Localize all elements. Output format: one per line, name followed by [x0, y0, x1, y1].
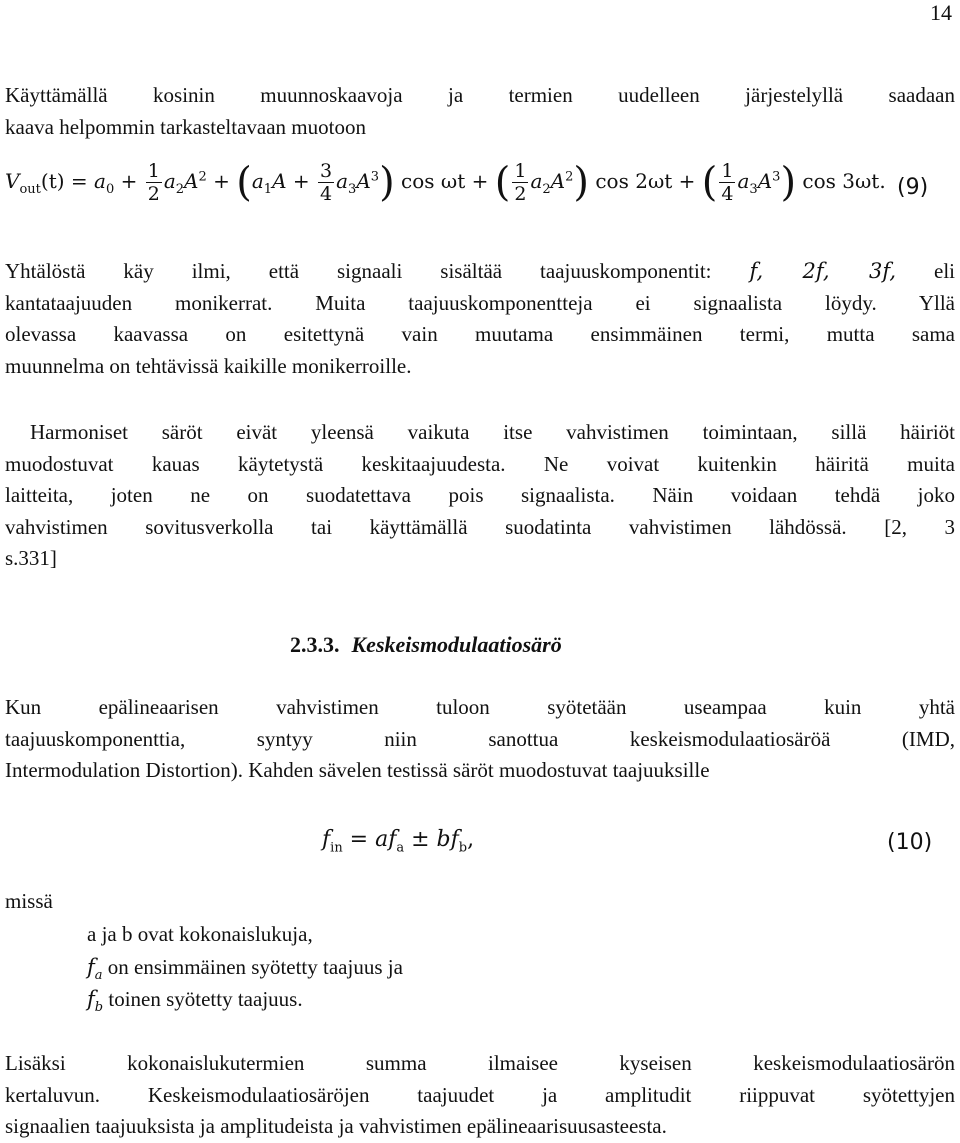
text-line: Yhtälöstä käy ilmi, että signaali sisältää taajuuskomponentit: f, 2f, 3f, eli	[5, 259, 955, 283]
text-line: laitteita, joten ne on suodatettava pois signaalista. Näin voidaan tehdä joko	[5, 483, 955, 507]
paragraph-imd-intro	[5, 692, 955, 787]
equation-number-9: (9)	[897, 175, 929, 200]
page-number: 14	[930, 0, 952, 25]
section-title: Keskeismodulaatiosärö	[351, 632, 562, 657]
section-heading	[290, 632, 562, 658]
text-line: taajuuskomponenttia, syntyy niin sanottua keskeismodulaatiosäröä (IMD,	[5, 726, 955, 751]
text-line: Harmoniset säröt eivät yleensä vaikuta itse vahvistimen toimintaan, sillä häiriöt	[30, 420, 955, 444]
text-line: vahvistimen sovitusverkolla tai käyttämällä suodatinta vahvistimen lähdössä. [2, 3	[5, 514, 955, 539]
paragraph-intro	[5, 80, 955, 143]
text-line: Lisäksi kokonaislukutermien summa ilmaisee kyseisen keskeismodulaatiosärön	[5, 1051, 955, 1075]
text-line: signaalien taajuuksista ja amplitudeista ja vahvistimen epälineaarisuusasteesta.	[5, 1114, 667, 1138]
text-line: s.331]	[5, 546, 57, 570]
text-line: kantataajuuden monikerrat. Muita taajuuskomponentteja ei signaalista löydy. Yllä	[5, 290, 955, 315]
paragraph-order	[5, 1048, 955, 1143]
paragraph-frequency-components	[5, 256, 955, 382]
paragraph-harmonic-distortion	[5, 417, 955, 575]
text-line: kertaluvun. Keskeismodulaatiosäröjen taajuudet ja amplitudit riippuvat syötettyjen	[5, 1082, 955, 1107]
text-line: Kun epälineaarisen vahvistimen tuloon syötetään useampaa kuin yhtä	[5, 695, 955, 719]
where-label: missä	[5, 889, 53, 913]
definition-fb: $f_b$ toinen syötetty taajuus.	[87, 987, 303, 1016]
definition-fa: $f_a$ on ensimmäinen syötetty taajuus ja	[87, 955, 403, 984]
definition-ab: a ja b ovat kokonaislukuja,	[87, 922, 313, 946]
equation-number-10: (10)	[887, 830, 933, 855]
text-line: kaava helpommin tarkasteltavaan muotoon	[5, 114, 366, 139]
equation-10: $f_{in} = af_a \pm bf_b$,	[322, 827, 475, 856]
equation-9: $V_{out}(t) = a_0$ + $\frac{1}{2}$ $a_2A^2 + (a_1A$ + $\frac{3}{4}$ $a_3A^3$) cos ωt + ( $\frac{1}{2}$ $a_2A^2$) cos 2ωt + ( $\frac{1}{4}$ $a_3A^3$) cos 3ωt.	[5, 159, 886, 206]
text-line: Intermodulation Distortion). Kahden sävelen testissä säröt muodostuvat taajuuksille	[5, 758, 710, 782]
section-number: 2.3.3.	[290, 632, 340, 657]
text-line: muodostuvat kauas käytetystä keskitaajuudesta. Ne voivat kuitenkin häiritä muita	[5, 451, 955, 476]
text-line: olevassa kaavassa on esitettynä vain muutama ensimmäinen termi, mutta sama	[5, 322, 955, 346]
text-line: muunnelma on tehtävissä kaikille monikerroille.	[5, 353, 412, 378]
text-line: Käyttämällä kosinin muunnoskaavoja ja termien uudelleen järjestelyllä saadaan	[5, 83, 955, 107]
